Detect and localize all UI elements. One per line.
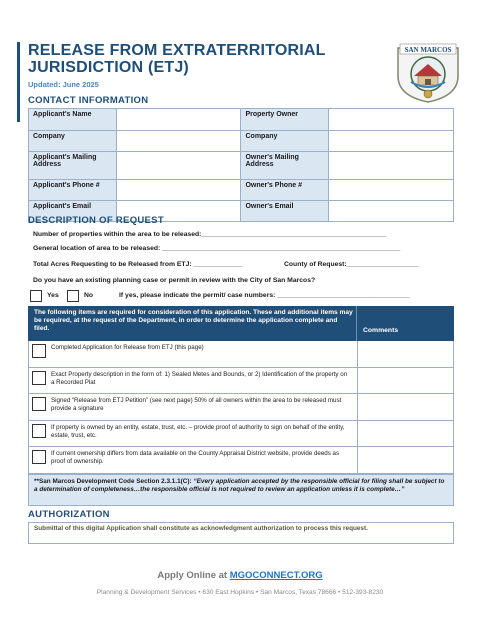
column-divider xyxy=(357,394,358,420)
applicant-name-field[interactable] xyxy=(116,109,241,131)
mgoconnect-link[interactable]: MGOCONNECT.ORG xyxy=(229,570,323,581)
no-label: No xyxy=(84,292,94,299)
list-item xyxy=(29,368,453,395)
code-section-label: **San Marcos Development Code Section 2.3.1.1(C): xyxy=(34,478,194,485)
column-divider xyxy=(357,368,358,394)
requirement-text: Signed “Release from ETJ Petition” (see next page) 50% of all owners within the area to be released must provide a signature xyxy=(51,397,342,412)
table-row xyxy=(29,152,454,180)
city-seal-icon xyxy=(394,42,462,104)
requirement-text: Exact Property description in the form of: 1) Sealed Metes and Bounds, or 2) Identification of the property on a Recorded Plat xyxy=(51,370,348,386)
no-checkbox[interactable] xyxy=(67,290,79,302)
accent-bar xyxy=(17,42,20,122)
owner-company-label: Company xyxy=(241,131,329,152)
properties-count-field[interactable]: Number of properties within the area to be released:_________________________________________________ xyxy=(33,231,387,238)
contact-heading: CONTACT INFORMATION xyxy=(28,95,149,106)
requirement-checkbox[interactable] xyxy=(32,424,46,438)
page-title: RELEASE FROM EXTRATERRITORIAL JURISDICTION (ETJ) xyxy=(28,42,326,76)
column-divider xyxy=(356,306,357,341)
apply-online xyxy=(0,570,480,581)
applicant-email-label: Applicant's Email xyxy=(29,201,117,222)
requirement-text: If property is owned by an entity, estate, trust, etc. – provide proof of authority to sign on behalf of the entity, estate, trust, etc. xyxy=(51,423,345,439)
owner-name-label: Property Owner xyxy=(241,109,329,131)
general-location-field[interactable]: General location of area to be released: _______________________________________________________________ xyxy=(33,245,401,252)
applicant-address-label: Applicant's Mailing Address xyxy=(29,152,117,180)
list-item xyxy=(29,421,453,448)
description-heading: DESCRIPTION OF REQUEST xyxy=(28,215,164,226)
applicant-company-label: Company xyxy=(29,131,117,152)
requirement-checkbox[interactable] xyxy=(32,344,46,358)
applicant-address-field[interactable] xyxy=(116,152,241,180)
department-address: Planning & Development Services • 630 East Hopkins • San Marcos, Texas 78666 • 512-393-8230 xyxy=(96,589,384,596)
column-divider xyxy=(357,447,358,473)
applicant-company-field[interactable] xyxy=(116,131,241,152)
owner-address-label: Owner's Mailing Address xyxy=(241,152,329,180)
table-row xyxy=(29,131,454,152)
updated-date: Updated: June 2025 xyxy=(28,80,99,89)
list-item xyxy=(29,394,453,421)
applicant-phone-label: Applicant's Phone # xyxy=(29,180,117,201)
planning-case-question: Do you have an existing planning case or permit in review with the City of San Marcos? xyxy=(33,277,316,284)
requirement-checkbox[interactable] xyxy=(32,397,46,411)
authorization-text: Submittal of this digital Application shall constitute as acknowledgment authorization to process this request. xyxy=(28,522,454,544)
contact-table xyxy=(28,108,454,222)
owner-name-field[interactable] xyxy=(329,109,454,131)
county-field[interactable]: County of Request:___________________ xyxy=(284,261,419,268)
yes-checkbox[interactable] xyxy=(30,290,42,302)
owner-email-label: Owner's Email xyxy=(241,201,329,222)
yes-label: Yes xyxy=(47,292,59,299)
owner-company-field[interactable] xyxy=(329,131,454,152)
development-code-note xyxy=(28,474,454,506)
total-acres-field[interactable]: Total Acres Requesting to be Released from ETJ: _____________ xyxy=(33,261,243,268)
table-row xyxy=(29,109,454,131)
table-row xyxy=(29,180,454,201)
requirements-intro: The following items are required for consideration of this application. These and additional items may be required, at the request of the Department, in order to determine the application complete and filed. xyxy=(34,309,353,332)
apply-prefix: Apply Online at xyxy=(157,570,230,581)
applicant-phone-field[interactable] xyxy=(116,180,241,201)
requirement-checkbox[interactable] xyxy=(32,450,46,464)
requirement-text: Completed Application for Release from ETJ (this page) xyxy=(51,344,204,351)
comments-column-label: Comments xyxy=(363,327,399,334)
requirements-list xyxy=(28,341,454,474)
list-item xyxy=(29,447,453,474)
owner-phone-label: Owner's Phone # xyxy=(241,180,329,201)
owner-email-field[interactable] xyxy=(329,201,454,222)
requirements-header xyxy=(28,306,454,341)
requirement-checkbox[interactable] xyxy=(32,371,46,385)
applicant-name-label: Applicant's Name xyxy=(29,109,117,131)
permit-numbers-field[interactable]: If yes, please indicate the permit/ case numbers: ___________________________________ xyxy=(119,292,410,299)
list-item xyxy=(29,341,453,368)
column-divider xyxy=(357,421,358,447)
requirement-text: If current ownership differs from data available on the County Appraisal District website, provide deeds as proof of ownership. xyxy=(51,450,340,465)
column-divider xyxy=(357,341,358,367)
seal-text: SAN MARCOS xyxy=(404,46,452,54)
owner-address-field[interactable] xyxy=(329,152,454,180)
authorization-heading: AUTHORIZATION xyxy=(28,509,110,520)
code-quote: “Every application accepted by the responsible official for filing shall be subject to a determination of completeness…the responsible official is not required to review an application unless it is complete…” xyxy=(34,478,445,493)
owner-phone-field[interactable] xyxy=(329,180,454,201)
